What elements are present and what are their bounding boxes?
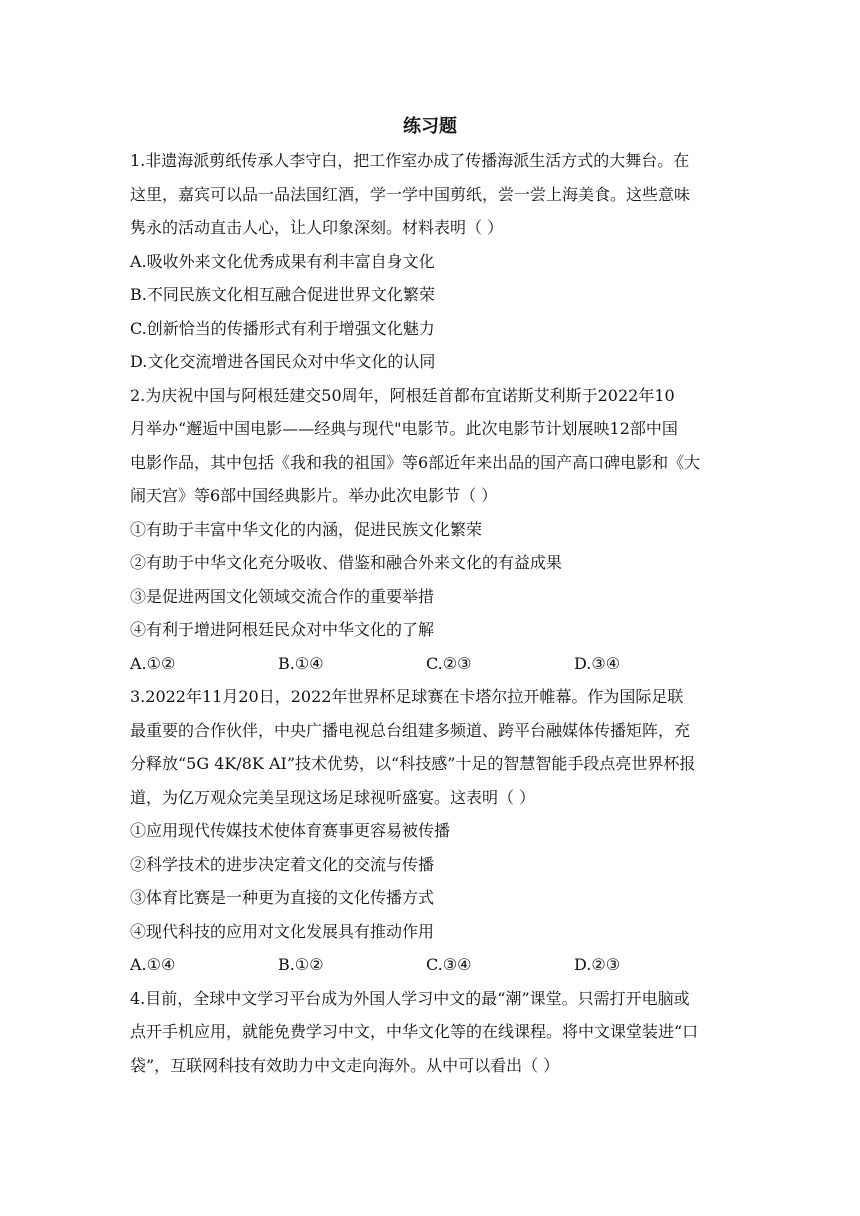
question-4-stem-line-1: 4.目前，全球中文学习平台成为外国人学习中文的最“潮”课堂。只需打开电脑或 xyxy=(130,988,690,1008)
page-title: 练习题 xyxy=(403,116,457,137)
question-2-choice-d: D.③④ xyxy=(574,653,621,673)
question-3-choice-b: B.①② xyxy=(278,955,324,974)
question-3-stem-line-4: 道，为亿万观众完美呈现这场足球视听盛宴。这表明（ ） xyxy=(130,787,536,807)
question-1-stem-line-3: 隽永的活动直击人心，让人印象深刻。材料表明（ ） xyxy=(130,218,504,237)
question-2-stem-line-3: 电影作品，其中包括《我和我的祖国》等6部近年来出品的国产高口碑电影和《大 xyxy=(130,452,701,472)
question-3-stem-line-1: 3.2022年11月20日，2022年世界杯足球赛在卡塔尔拉开帷幕。作为国际足联 xyxy=(130,687,684,706)
question-1-option-a: A.吸收外来文化优秀成果有利丰富自身文化 xyxy=(130,251,435,271)
question-4-stem-line-3: 袋”，互联网科技有效助力中文走向海外。从中可以看出（ ） xyxy=(130,1055,560,1075)
question-3-choice-c: C.③④ xyxy=(426,955,472,974)
question-2-stem-line-1: 2.为庆祝中国与阿根廷建交50周年，阿根廷首都布宜诺斯艾利斯于2022年10 xyxy=(130,385,675,405)
question-2-statement-3: ③是促进两国文化领域交流合作的重要举措 xyxy=(130,586,435,606)
question-1-stem-line-1: 1.非遗海派剪纸传承人李守白，把工作室办成了传播海派生活方式的大舞台。在 xyxy=(130,151,690,170)
question-1-stem-line-2: 这里，嘉宾可以品一品法国红酒，学一学中国剪纸，尝一尝上海美食。这些意味 xyxy=(130,184,691,204)
question-3-statement-2: ②科学技术的进步决定着文化的交流与传播 xyxy=(130,854,435,874)
question-2 xyxy=(130,379,730,681)
question-1-option-b: B.不同民族文化相互融合促进世界文化繁荣 xyxy=(130,285,435,304)
question-3-choice-d: D.②③ xyxy=(574,955,621,974)
question-3-stem-line-2: 最重要的合作伙伴，中央广播电视总台组建多频道、跨平台融媒体传播矩阵，充 xyxy=(130,720,691,740)
question-2-stem-line-2: 月举办“邂逅中国电影——经典与现代"电影节。此次电影节计划展映12部中国 xyxy=(130,419,678,438)
question-3-statement-4: ④现代科技的应用对文化发展具有推动作用 xyxy=(130,921,435,941)
question-1-option-d: D.文化交流增进各国民众对中华文化的认同 xyxy=(130,352,436,371)
document-page xyxy=(130,110,730,1082)
question-2-statement-4: ④有利于增进阿根廷民众对中华文化的了解 xyxy=(130,620,435,639)
question-3-stem-line-3: 分释放“5G 4K/8K AI”技术优势，以“科技感”十足的智慧智能手段点亮世界杯报 xyxy=(130,754,696,773)
question-4-stem-line-2: 点开手机应用，就能免费学习中文，中华文化等的在线课程。将中文课堂装进“口 xyxy=(130,1022,699,1041)
question-2-statement-1: ①有助于丰富中华文化的内涵，促进民族文化繁荣 xyxy=(130,519,483,539)
question-3-statement-3: ③体育比赛是一种更为直接的文化传播方式 xyxy=(130,888,435,907)
question-2-choice-a: A.①② xyxy=(130,653,176,673)
question-2-choices xyxy=(130,647,730,681)
question-4 xyxy=(130,982,730,1083)
question-2-statement-2: ②有助于中华文化充分吸收、借鉴和融合外来文化的有益成果 xyxy=(130,553,563,572)
question-1 xyxy=(130,144,730,379)
question-3-choices xyxy=(130,948,730,982)
question-3-statement-1: ①应用现代传媒技术使体育赛事更容易被传播 xyxy=(130,821,451,840)
question-2-stem-line-4: 闹天宫》等6部中国经典影片。举办此次电影节（ ） xyxy=(130,486,498,505)
question-1-option-c: C.创新恰当的传播形式有利于增强文化魅力 xyxy=(130,318,435,338)
question-3 xyxy=(130,680,730,982)
question-2-choice-b: B.①④ xyxy=(278,653,324,673)
question-3-choice-a: A.①④ xyxy=(130,955,176,974)
question-2-choice-c: C.②③ xyxy=(426,653,472,673)
